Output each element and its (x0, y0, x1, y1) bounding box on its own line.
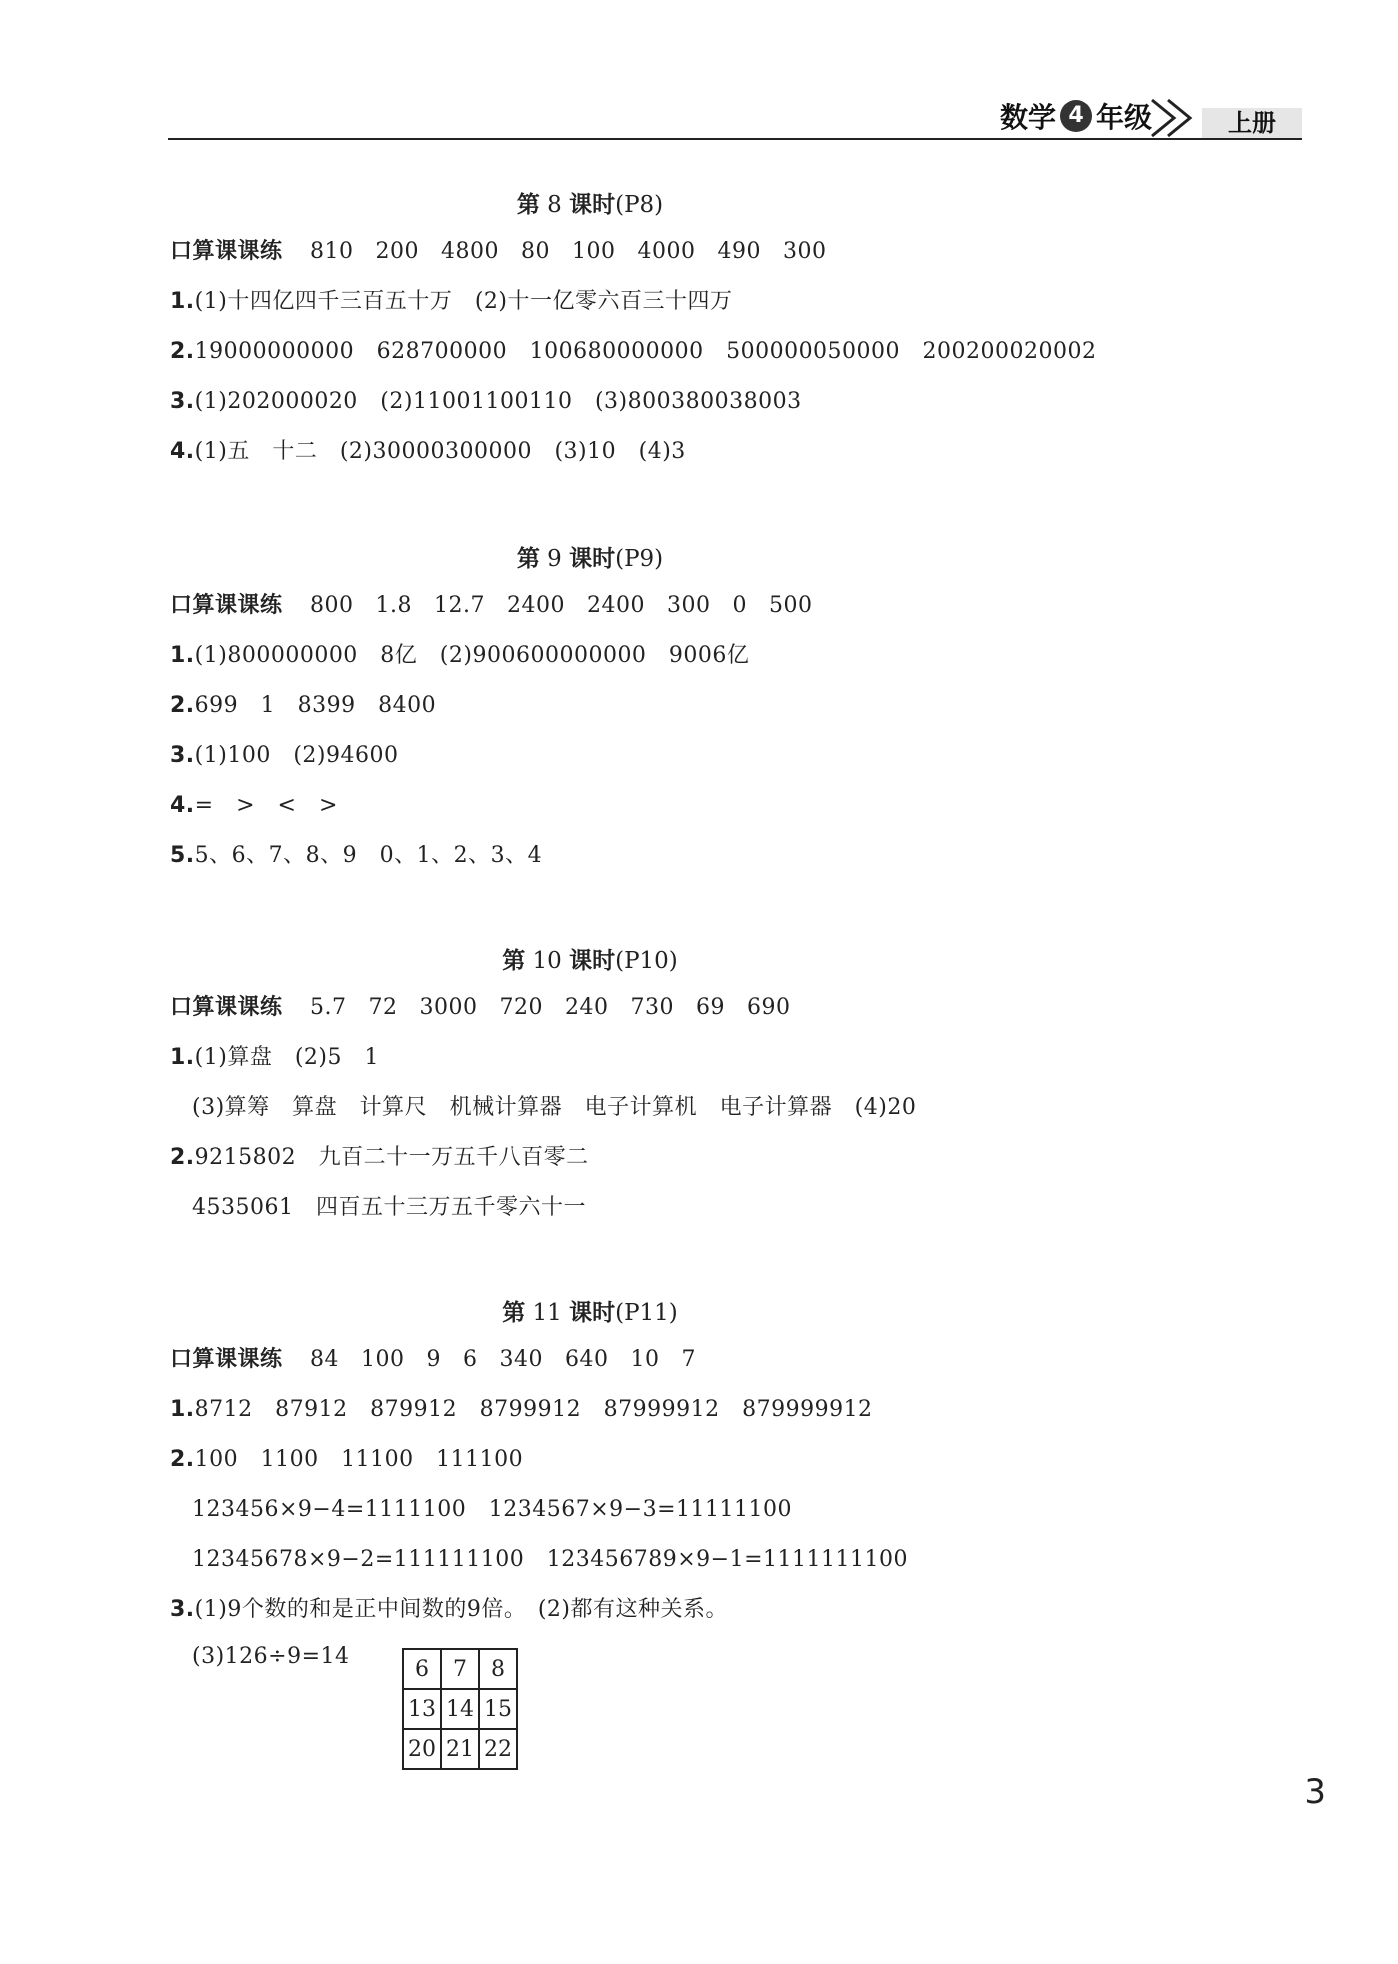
grid-row (403, 1689, 517, 1729)
page-header (168, 96, 1302, 140)
oral-practice-line (170, 1342, 718, 1373)
grid-row (403, 1649, 517, 1689)
answer-line: 2.699 1 8399 8400 (170, 693, 437, 718)
answer-line: 1.(1)算盘 (2)5 1 (170, 1045, 379, 1070)
answer-line: 2.100 1100 11100 111100 (170, 1447, 524, 1472)
grid-row (403, 1729, 517, 1769)
answer-line: 1.(1)十四亿四千三百五十万 (2)十一亿零六百三十四万 (170, 289, 733, 314)
answer-line: 123456×9−4=1111100 1234567×9−3=11111100 (192, 1497, 793, 1522)
grid-cell: 22 (479, 1729, 517, 1769)
oral-practice-values: 810 200 4800 80 100 4000 490 300 (310, 239, 827, 264)
answer-line: 3.(1)9个数的和是正中间数的9倍。 (2)都有这种关系。 (170, 1597, 728, 1622)
grid-cell: 15 (479, 1689, 517, 1729)
section-title: 第 9 课时(P9) (516, 546, 664, 572)
oral-practice-line (170, 588, 835, 619)
header-divider (168, 138, 1302, 140)
grid-cell: 14 (441, 1689, 479, 1729)
double-chevron-icon (1148, 96, 1200, 140)
grid-cell: 7 (441, 1649, 479, 1689)
grid-cell: 20 (403, 1729, 441, 1769)
answer-line: 4.(1)五 十二 (2)30000300000 (3)10 (4)3 (170, 439, 686, 464)
grid-cell: 6 (403, 1649, 441, 1689)
answer-line: 1.(1)800000000 8亿 (2)900600000000 9006亿 (170, 643, 750, 668)
oral-practice-label: 口算课课练 (170, 239, 283, 264)
grade-number-badge: 4 (1060, 100, 1092, 132)
section-title: 第 10 课时(P10) (502, 948, 678, 974)
oral-practice-values: 84 100 9 6 340 640 10 7 (310, 1347, 697, 1372)
answer-line: 4.= > < > (170, 793, 338, 818)
grid-cell: 21 (441, 1729, 479, 1769)
grade-label: 年级 (1095, 101, 1152, 134)
answer-line: 2.19000000000 628700000 100680000000 500000050000 200200020002 (170, 339, 1097, 364)
oral-practice-line (170, 990, 813, 1021)
volume-label: 上册 (1202, 108, 1302, 138)
section-title: 第 8 课时(P8) (516, 192, 664, 218)
section-title: 第 11 课时(P11) (502, 1300, 678, 1326)
answer-line: 1.8712 87912 879912 8799912 87999912 879999912 (170, 1397, 873, 1422)
subject-title (1000, 96, 1152, 136)
oral-practice-values: 5.7 72 3000 720 240 730 69 690 (310, 995, 791, 1020)
answer-line: 3.(1)100 (2)94600 (170, 743, 399, 768)
answer-line: 2.9215802 九百二十一万五千八百零二 (170, 1145, 589, 1170)
answer-line: (3)126÷9=14 (192, 1644, 350, 1669)
oral-practice-label: 口算课课练 (170, 995, 283, 1020)
oral-practice-values: 800 1.8 12.7 2400 2400 300 0 500 (310, 593, 813, 618)
oral-practice-line (170, 234, 849, 265)
page-number: 3 (1304, 1772, 1326, 1812)
answer-line: (3)算筹 算盘 计算尺 机械计算器 电子计算机 电子计算器 (4)20 (192, 1095, 917, 1120)
answer-line: 12345678×9−2=111111100 123456789×9−1=1111111100 (192, 1547, 908, 1572)
oral-practice-label: 口算课课练 (170, 593, 283, 618)
answer-line: 5.5、6、7、8、9 0、1、2、3、4 (170, 843, 543, 868)
subject-label: 数学 (999, 101, 1056, 134)
grid-cell: 13 (403, 1689, 441, 1729)
number-grid (402, 1648, 518, 1770)
answer-line: 4535061 四百五十三万五千零六十一 (192, 1195, 586, 1220)
oral-practice-label: 口算课课练 (170, 1347, 283, 1372)
grid-cell: 8 (479, 1649, 517, 1689)
answer-line: 3.(1)202000020 (2)11001100110 (3)800380038003 (170, 389, 802, 414)
